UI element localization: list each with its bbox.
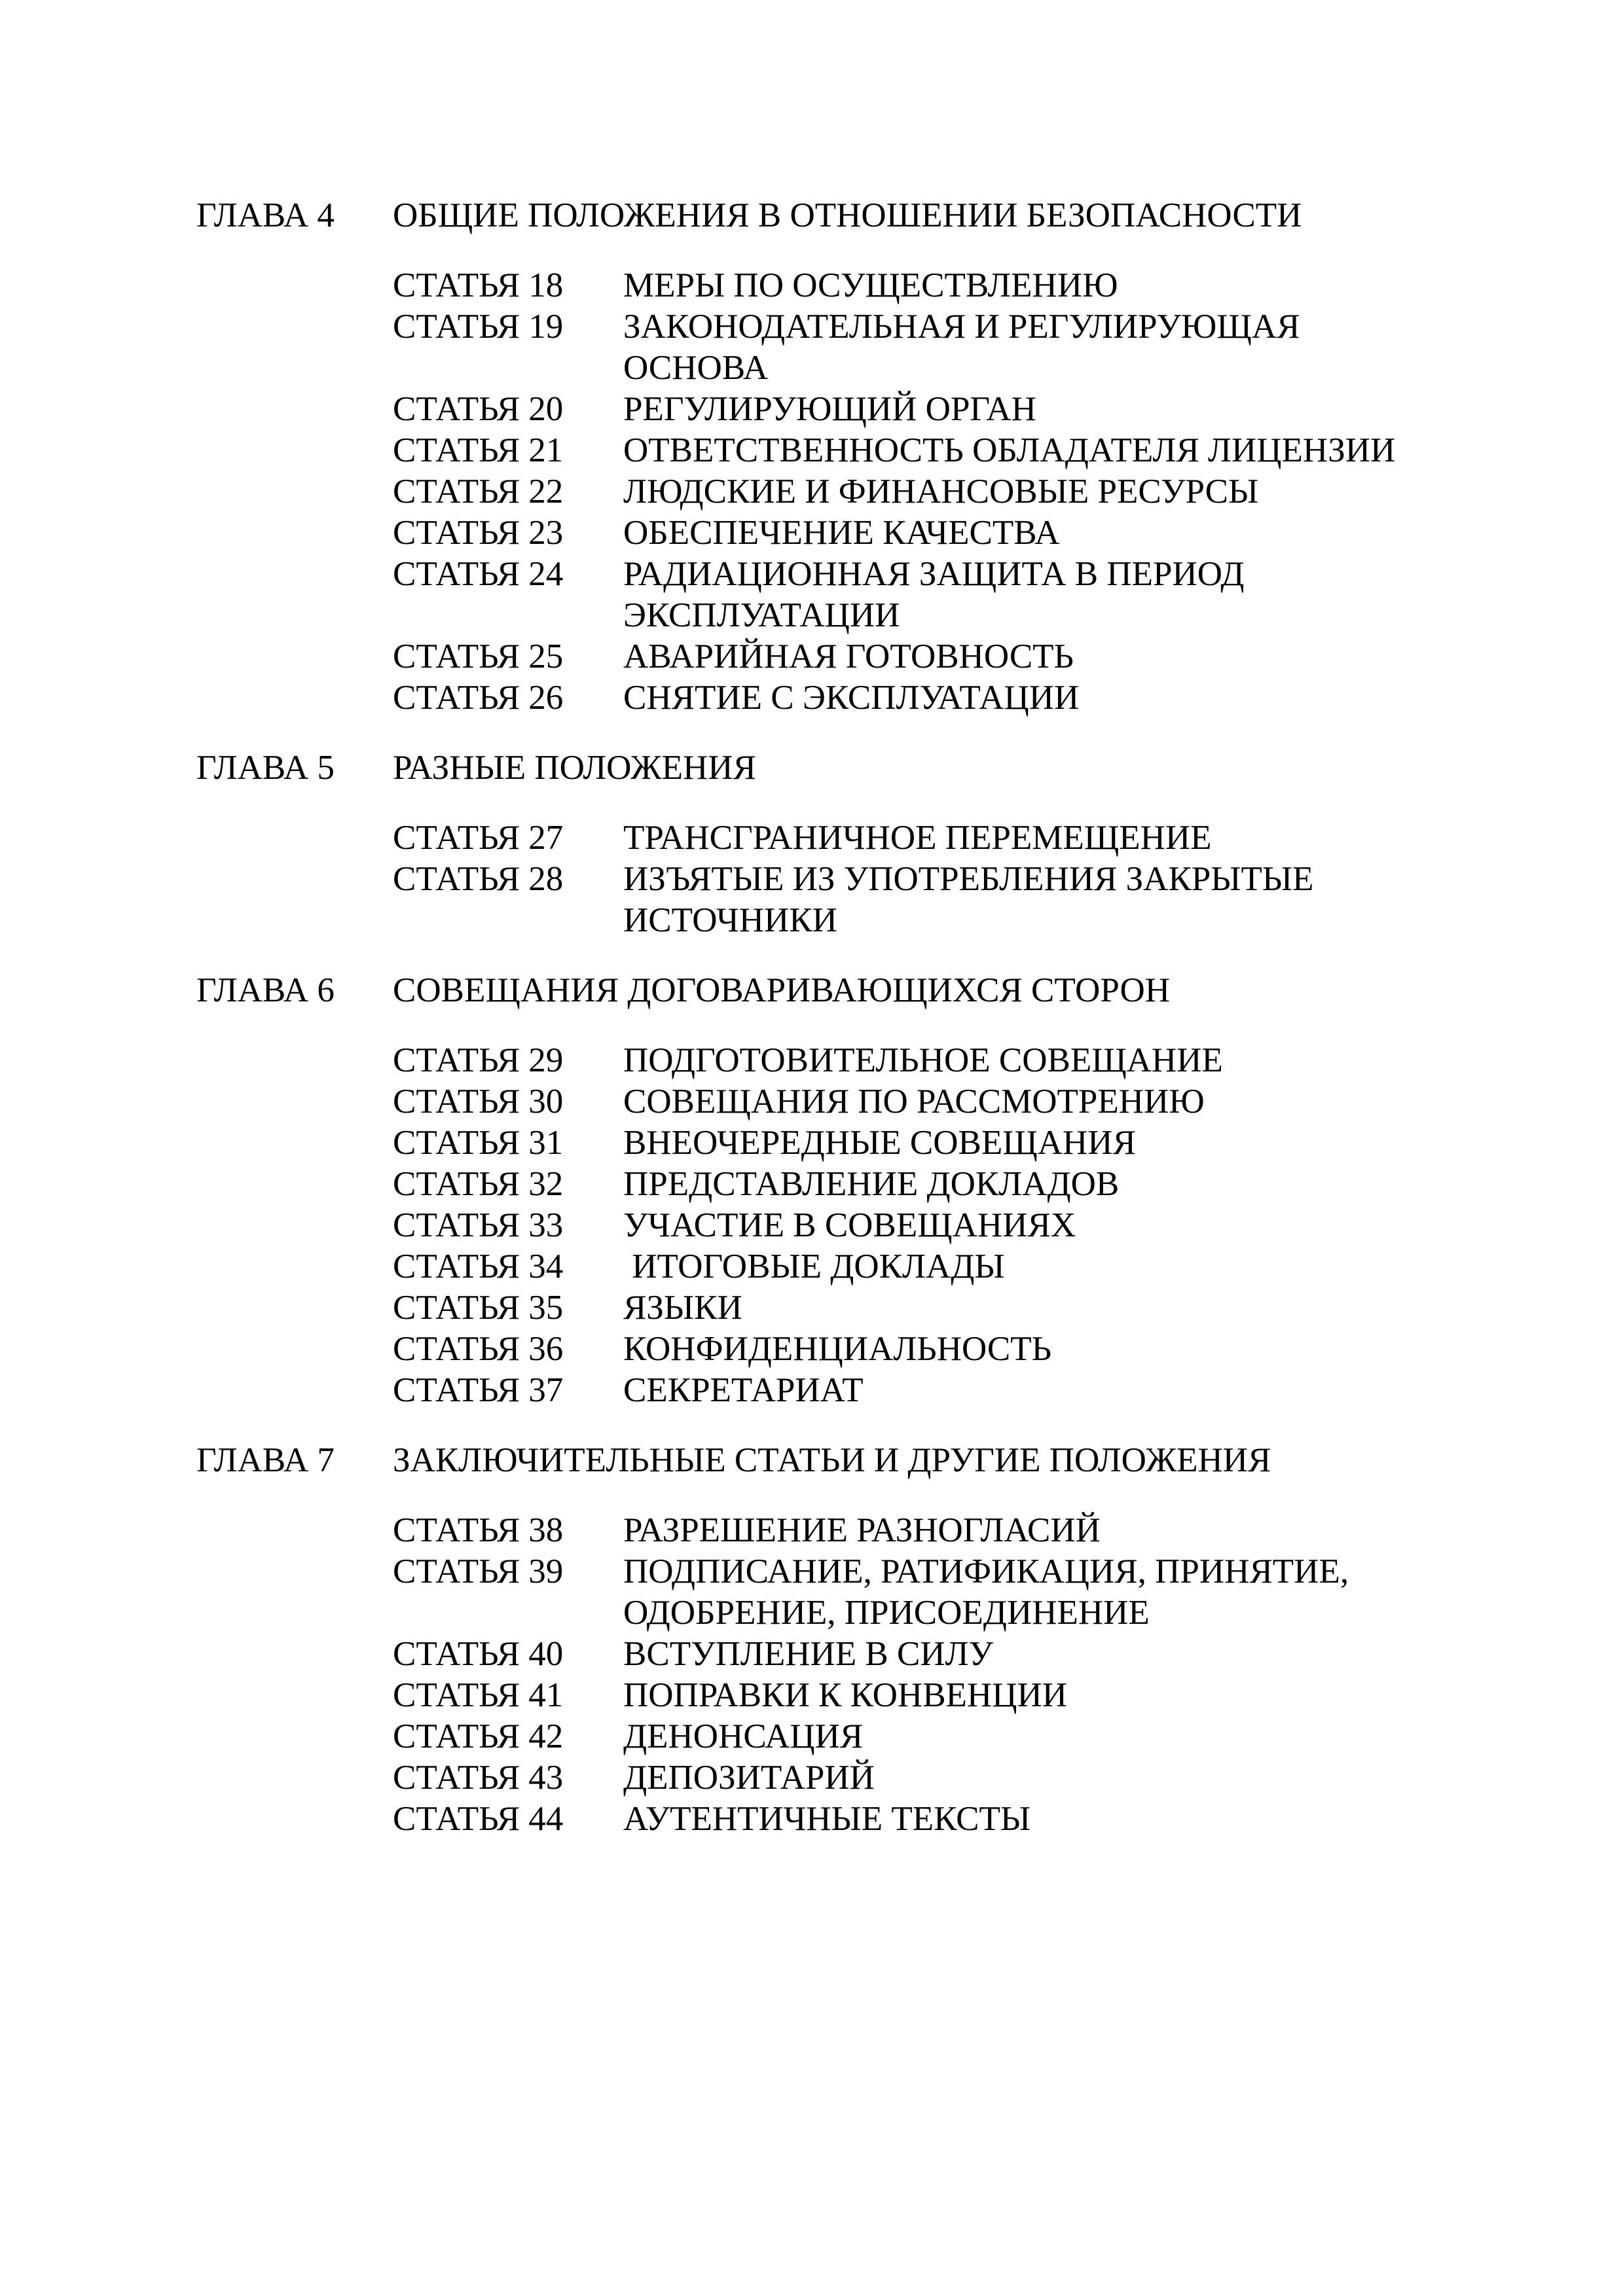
article-27 [393,817,1473,859]
article-label: СТАТЬЯ 38 [393,1511,564,1549]
chapter-6 [196,970,1473,1411]
article-title: ПОДГОТОВИТЕЛЬНОЕ СОВЕЩАНИЕ [623,1041,1223,1079]
article-label: СТАТЬЯ 27 [393,819,564,857]
article-title: ВНЕОЧЕРЕДНЫЕ СОВЕЩАНИЯ [623,1124,1136,1162]
article-41 [393,1675,1473,1716]
article-title: ОТВЕТСТВЕННОСТЬ ОБЛАДАТЕЛЯ ЛИЦЕНЗИИ [623,431,1396,469]
article-label: СТАТЬЯ 41 [393,1676,564,1714]
article-25 [393,636,1473,677]
article-list [393,1510,1473,1840]
article-label: СТАТЬЯ 21 [393,431,564,469]
article-label: СТАТЬЯ 40 [393,1635,564,1673]
article-title: СОВЕЩАНИЯ ПО РАССМОТРЕНИЮ [623,1083,1205,1121]
article-label: СТАТЬЯ 19 [393,308,564,346]
article-title: ПОПРАВКИ К КОНВЕНЦИИ [623,1676,1068,1714]
article-22 [393,471,1473,512]
article-title: КОНФИДЕНЦИАЛЬНОСТЬ [623,1330,1052,1368]
chapter-label: ГЛАВА 6 [196,971,335,1009]
article-39 [393,1551,1473,1634]
article-label: СТАТЬЯ 31 [393,1124,564,1162]
article-32 [393,1164,1473,1205]
article-title: СНЯТИЕ С ЭКСПЛУАТАЦИИ [623,679,1080,717]
article-26 [393,677,1473,719]
article-title: РАДИАЦИОННАЯ ЗАЩИТА В ПЕРИОД ЭКСПЛУАТАЦИИ [623,555,1253,634]
article-label: СТАТЬЯ 25 [393,637,564,675]
article-list [393,265,1473,719]
chapter-title: ЗАКЛЮЧИТЕЛЬНЫЕ СТАТЬИ И ДРУГИЕ ПОЛОЖЕНИЯ [393,1441,1271,1479]
article-list [393,1040,1473,1411]
article-title: ОБЕСПЕЧЕНИЕ КАЧЕСТВА [623,514,1060,552]
article-label: СТАТЬЯ 37 [393,1371,564,1409]
article-31 [393,1122,1473,1164]
article-21 [393,430,1473,471]
article-36 [393,1329,1473,1370]
article-35 [393,1287,1473,1329]
article-37 [393,1370,1473,1411]
article-title: ДЕНОНСАЦИЯ [623,1717,864,1755]
chapter-title: РАЗНЫЕ ПОЛОЖЕНИЯ [393,749,756,787]
article-19 [393,306,1473,389]
article-30 [393,1081,1473,1122]
article-label: СТАТЬЯ 18 [393,266,564,304]
chapter-5 [196,747,1473,941]
article-20 [393,389,1473,430]
article-label: СТАТЬЯ 35 [393,1289,564,1327]
article-title: РАЗРЕШЕНИЕ РАЗНОГЛАСИЙ [623,1511,1101,1549]
article-label: СТАТЬЯ 33 [393,1206,564,1244]
article-38 [393,1510,1473,1551]
article-label: СТАТЬЯ 24 [393,555,564,593]
article-title: АВАРИЙНАЯ ГОТОВНОСТЬ [623,637,1074,675]
article-label: СТАТЬЯ 29 [393,1041,564,1079]
chapter-label: ГЛАВА 4 [196,196,335,234]
article-list [393,817,1473,941]
article-title: УЧАСТИЕ В СОВЕЩАНИЯХ [623,1206,1076,1244]
article-title: АУТЕНТИЧНЫЕ ТЕКСТЫ [623,1800,1031,1838]
article-29 [393,1040,1473,1081]
article-40 [393,1634,1473,1675]
article-title: МЕРЫ ПО ОСУЩЕСТВЛЕНИЮ [623,266,1118,304]
chapter-4 [196,195,1473,719]
article-title: ИЗЪЯТЫЕ ИЗ УПОТРЕБЛЕНИЯ ЗАКРЫТЫЕ ИСТОЧНИКИ [623,860,1322,939]
article-24 [393,554,1473,636]
article-33 [393,1205,1473,1246]
article-label: СТАТЬЯ 44 [393,1800,564,1838]
article-label: СТАТЬЯ 39 [393,1552,564,1590]
article-label: СТАТЬЯ 22 [393,473,564,511]
chapter-heading [196,195,1473,236]
article-label: СТАТЬЯ 28 [393,860,564,898]
chapter-title: СОВЕЩАНИЯ ДОГОВАРИВАЮЩИХСЯ СТОРОН [393,971,1170,1009]
chapter-label: ГЛАВА 7 [196,1441,335,1479]
article-43 [393,1757,1473,1799]
chapter-title: ОБЩИЕ ПОЛОЖЕНИЯ В ОТНОШЕНИИ БЕЗОПАСНОСТИ [393,196,1302,234]
article-label: СТАТЬЯ 30 [393,1083,564,1121]
chapter-label: ГЛАВА 5 [196,749,335,787]
article-23 [393,512,1473,554]
chapter-heading [196,747,1473,789]
article-34 [393,1246,1473,1287]
article-title: ИТОГОВЫЕ ДОКЛАДЫ [623,1247,1005,1285]
article-title: ЗАКОНОДАТЕЛЬНАЯ И РЕГУЛИРУЮЩАЯ ОСНОВА [623,308,1309,387]
article-28 [393,859,1473,941]
article-label: СТАТЬЯ 26 [393,679,564,717]
chapter-7 [196,1440,1473,1840]
article-label: СТАТЬЯ 34 [393,1247,564,1285]
article-44 [393,1799,1473,1840]
article-title: ЯЗЫКИ [623,1289,742,1327]
article-title: РЕГУЛИРУЮЩИЙ ОРГАН [623,390,1036,428]
article-label: СТАТЬЯ 20 [393,390,564,428]
article-42 [393,1716,1473,1757]
article-title: ПОДПИСАНИЕ, РАТИФИКАЦИЯ, ПРИНЯТИЕ, ОДОБРЕНИЕ, ПРИСОЕДИНЕНИЕ [623,1552,1358,1632]
table-of-contents [196,195,1473,1840]
article-title: ТРАНСГРАНИЧНОЕ ПЕРЕМЕЩЕНИЕ [623,819,1212,857]
chapter-heading [196,970,1473,1011]
article-label: СТАТЬЯ 32 [393,1165,564,1203]
chapter-heading [196,1440,1473,1481]
article-title: ЛЮДСКИЕ И ФИНАНСОВЫЕ РЕСУРСЫ [623,473,1259,511]
article-title: ПРЕДСТАВЛЕНИЕ ДОКЛАДОВ [623,1165,1120,1203]
article-title: ВСТУПЛЕНИЕ В СИЛУ [623,1635,994,1673]
article-18 [393,265,1473,306]
article-label: СТАТЬЯ 43 [393,1759,564,1797]
article-label: СТАТЬЯ 36 [393,1330,564,1368]
article-title: ДЕПОЗИТАРИЙ [623,1759,875,1797]
article-label: СТАТЬЯ 42 [393,1717,564,1755]
article-label: СТАТЬЯ 23 [393,514,564,552]
article-title: СЕКРЕТАРИАТ [623,1371,864,1409]
